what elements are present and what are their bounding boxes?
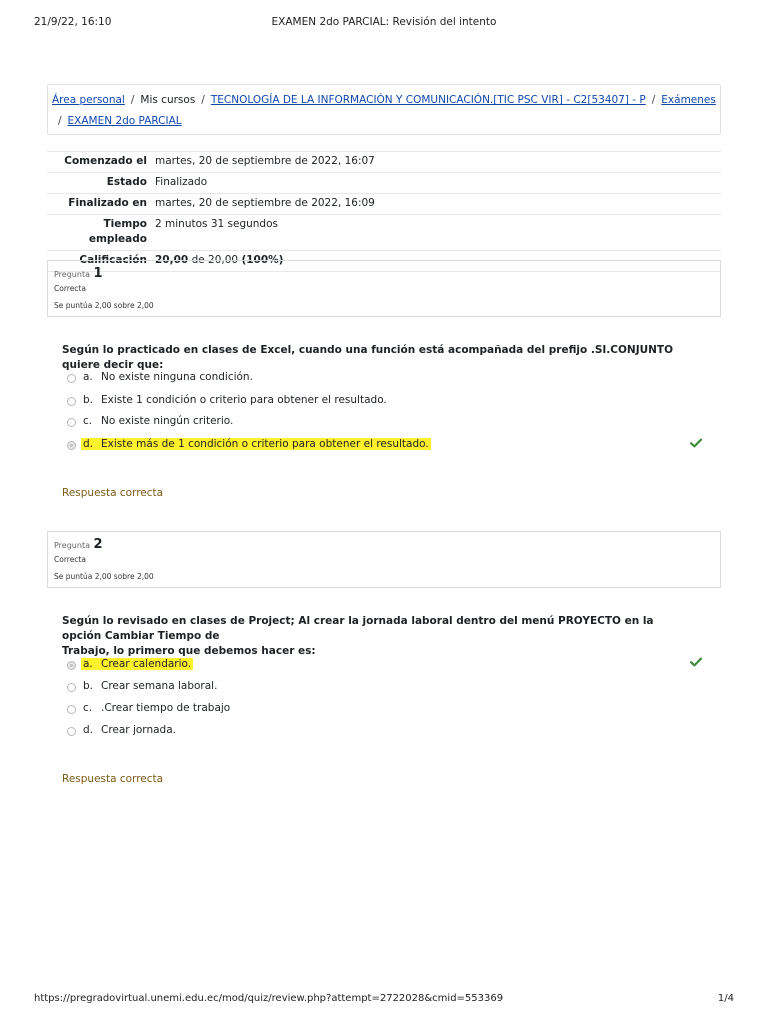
summary-value: martes, 20 de septiembre de 2022, 16:07 <box>155 155 375 167</box>
summary-label: Finalizado en <box>68 197 147 209</box>
question-prefix: Pregunta <box>54 541 90 550</box>
breadcrumb <box>47 84 721 135</box>
question-text-line: Según lo revisado en clases de Project; Al crear la jornada laboral dentro del menú PROYECTO en la opción Cambiar Tiempo de <box>62 615 654 642</box>
summary-label-line: Tiempo <box>103 218 147 230</box>
option-label-highlighted <box>81 438 431 450</box>
print-header <box>0 16 768 32</box>
option-label <box>81 702 232 714</box>
summary-label: Estado <box>106 176 147 188</box>
option-letter: c. <box>83 415 93 427</box>
option-letter: c. <box>83 702 93 714</box>
summary-row-finished <box>47 193 721 214</box>
question-feedback: Respuesta correcta <box>62 487 164 499</box>
summary-label-line: empleado <box>88 233 147 245</box>
summary-row-started <box>47 151 721 172</box>
option-letter: b. <box>83 394 94 406</box>
radio-button[interactable] <box>67 727 76 736</box>
print-page-title: EXAMEN 2do PARCIAL: Revisión del intento <box>271 16 497 28</box>
question-number <box>54 266 103 281</box>
question-number <box>54 537 103 552</box>
radio-button[interactable] <box>67 418 76 427</box>
breadcrumb-exam-link[interactable]: EXAMEN 2do PARCIAL <box>67 115 182 127</box>
breadcrumb-area-personal-link[interactable]: Área personal <box>52 94 125 106</box>
question-grade: Se puntúa 2,00 sobre 2,00 <box>54 301 154 310</box>
breadcrumb-separator: / <box>651 94 656 106</box>
question-number-value: 1 <box>93 266 103 281</box>
option-text: No existe ninguna condición. <box>101 371 253 383</box>
option-label <box>81 680 219 692</box>
attempt-summary-table <box>47 151 721 272</box>
option-letter: b. <box>83 680 94 692</box>
question-feedback: Respuesta correcta <box>62 773 164 785</box>
check-icon <box>690 657 702 667</box>
summary-row-time-taken <box>47 214 721 250</box>
option-text: Existe más de 1 condición o criterio para obtener el resultado. <box>101 438 429 450</box>
radio-button-checked[interactable] <box>67 661 76 670</box>
option-label-highlighted <box>81 658 193 670</box>
option-text: Crear jornada. <box>101 724 176 736</box>
option-text: Crear calendario. <box>101 658 192 670</box>
radio-button[interactable] <box>67 683 76 692</box>
option-text: Existe 1 condición o criterio para obtener el resultado. <box>101 394 387 406</box>
question-state: Correcta <box>54 555 86 564</box>
option-label <box>81 371 255 383</box>
summary-label: Comenzado el <box>64 155 147 167</box>
grade-of-text: de 20,00 <box>191 254 239 266</box>
summary-label <box>47 215 147 250</box>
option-letter: d. <box>83 438 94 450</box>
option-letter: a. <box>83 658 93 670</box>
check-icon <box>690 438 702 448</box>
option-text: .Crear tiempo de trabajo <box>101 702 231 714</box>
option-label <box>81 724 178 736</box>
option-label <box>81 394 389 406</box>
radio-button[interactable] <box>67 374 76 383</box>
grade-percent: (100%) <box>241 254 284 266</box>
question-text <box>62 614 692 659</box>
print-url: https://pregradovirtual.unemi.edu.ec/mod/quiz/review.php?attempt=2722028&cmid=553369 <box>34 993 504 1004</box>
print-page-number: 1/4 <box>717 993 734 1004</box>
question-prefix: Pregunta <box>54 270 90 279</box>
breadcrumb-mis-cursos: Mis cursos <box>140 94 196 106</box>
question-grade: Se puntúa 2,00 sobre 2,00 <box>54 572 154 581</box>
radio-button-checked[interactable] <box>67 441 76 450</box>
question-number-value: 2 <box>93 537 103 552</box>
question-text: Según lo practicado en clases de Excel, cuando una función está acompañada del prefijo .SI.CONJUNTO quiere decir que: <box>62 344 674 371</box>
breadcrumb-course-link[interactable]: TECNOLOGÍA DE LA INFORMACIÓN Y COMUNICACIÓN.[TIC PSC VIR] - C2[53407] - P <box>210 94 646 106</box>
option-label <box>81 415 235 427</box>
breadcrumb-examenes-link[interactable]: Exámenes <box>661 94 716 106</box>
question-info-box <box>47 531 721 588</box>
breadcrumb-separator: / <box>201 94 205 106</box>
radio-button[interactable] <box>67 705 76 714</box>
question-text-line: Trabajo, lo primero que debemos hacer es: <box>62 645 316 657</box>
option-text: Crear semana laboral. <box>101 680 218 692</box>
option-letter: a. <box>83 371 93 383</box>
print-datetime: 21/9/22, 16:10 <box>34 16 112 28</box>
summary-label: Calificación <box>79 254 147 266</box>
breadcrumb-separator: / <box>130 94 135 106</box>
question-state: Correcta <box>54 284 86 293</box>
question-info-box <box>47 260 721 317</box>
breadcrumb-separator: / <box>58 115 62 127</box>
summary-value: martes, 20 de septiembre de 2022, 16:09 <box>155 197 375 209</box>
summary-value: Finalizado <box>155 176 208 188</box>
summary-row-state <box>47 172 721 193</box>
radio-button[interactable] <box>67 397 76 406</box>
option-letter: d. <box>83 724 94 736</box>
grade-score: 20,00 <box>155 254 189 266</box>
summary-value: 2 minutos 31 segundos <box>155 218 278 230</box>
option-text: No existe ningún criterio. <box>101 415 234 427</box>
